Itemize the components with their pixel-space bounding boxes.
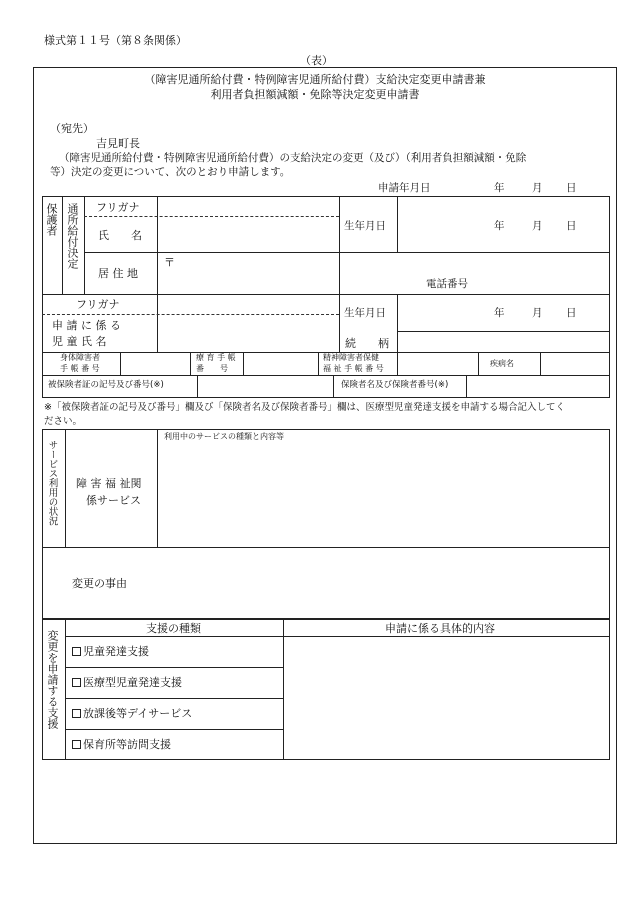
welfare-service-label-1: 障 害 福 祉関 — [76, 477, 142, 490]
divider — [283, 619, 284, 760]
divider — [397, 331, 610, 332]
child-birth-year: 年 — [494, 307, 505, 319]
intro-line-1: （障害児通所給付費・特例障害児通所給付費）の支給決定の変更（及び）（利用者負担額減額・免除 — [59, 152, 527, 164]
birth-month: 月 — [532, 220, 543, 232]
support-option-label: 児童発達支援 — [83, 645, 149, 658]
divider — [84, 252, 610, 253]
divider — [190, 352, 191, 375]
insurer-label: 保険者名及び保険者番号(※) — [341, 380, 449, 390]
application-month: 月 — [532, 182, 543, 194]
application-day: 日 — [566, 182, 577, 194]
divider — [42, 294, 610, 295]
name-label: 氏 名 — [98, 229, 142, 242]
postal-mark: 〒 — [164, 256, 175, 269]
divider — [65, 667, 283, 668]
mental-book-label-2: 福 祉 手 帳 番 号 — [323, 364, 384, 373]
child-label-line-2: 児 童 氏 名 — [52, 335, 107, 348]
table-left-line — [42, 196, 43, 397]
ryoiku-label-1: 療 育 手 帳 — [196, 353, 236, 362]
application-year: 年 — [494, 182, 505, 194]
support-option-label: 放課後等デイサービス — [83, 707, 193, 720]
child-label-line-1: 申 請 に 係 る — [52, 319, 121, 332]
divider — [65, 636, 610, 637]
ryoiku-label-2: 番 号 — [196, 364, 228, 373]
divider — [157, 196, 158, 352]
child-birth-month: 月 — [532, 307, 543, 319]
divider — [42, 547, 610, 548]
welfare-service-label-2: 係サービス — [86, 494, 141, 507]
note-line-1: ※「被保険者証の記号及び番号」欄及び「保険者名及び保険者番号」欄は、医療型児童発達支援を申請する場合記入してく — [44, 402, 565, 413]
service-status-frame — [42, 429, 610, 619]
divider — [540, 352, 541, 375]
divider — [157, 429, 158, 547]
birth-date-label: 生年月日 — [344, 220, 386, 232]
intro-line-2: 等）決定の変更について、次のとおり申請します。 — [50, 166, 291, 178]
note-line-2: ださい。 — [44, 416, 83, 427]
divider — [65, 619, 66, 760]
divider — [333, 375, 334, 397]
table-mid-line — [42, 375, 610, 376]
checkbox-icon[interactable] — [72, 647, 81, 656]
child-birth-day: 日 — [566, 307, 577, 319]
title-line-1: （障害児通所給付費・特例障害児通所給付費）支給決定変更申請書兼 — [144, 73, 486, 86]
support-option-label: 医療型児童発達支援 — [83, 676, 182, 689]
divider — [65, 729, 283, 730]
birth-day: 日 — [566, 220, 577, 232]
table-top-line — [42, 196, 610, 197]
birth-year: 年 — [494, 220, 505, 232]
side-label: （表） — [300, 54, 333, 67]
divider — [397, 196, 398, 252]
divider — [397, 352, 398, 375]
support-option[interactable] — [72, 739, 171, 750]
divider — [197, 375, 198, 397]
divider — [84, 196, 85, 294]
guardian-section-label-2: 通所給付決定 — [66, 203, 79, 269]
child-birth-date-label: 生年月日 — [344, 307, 386, 319]
service-type-content-label: 利用中のサービスの種類と内容等 — [164, 432, 284, 441]
service-status-label: サービス利用の状況 — [46, 440, 58, 526]
guardian-section-label: 保護者 — [45, 203, 58, 236]
disability-book-label-2: 手 帳 番 号 — [60, 364, 100, 373]
divider — [65, 429, 66, 547]
application-date-label: 申請年月日 — [378, 182, 431, 194]
address-label: 居 住 地 — [98, 267, 138, 280]
change-reason-label: 変更の事由 — [72, 577, 127, 590]
divider — [478, 352, 479, 375]
checkbox-icon[interactable] — [72, 740, 81, 749]
support-section-label: 変更を申請する支援 — [46, 630, 59, 729]
divider — [339, 196, 340, 352]
specific-content-header: 申請に係る具体的内容 — [385, 622, 495, 635]
mental-book-label-1: 精神障害者保健 — [323, 353, 379, 362]
divider — [243, 352, 244, 375]
divider — [397, 294, 398, 352]
divider — [84, 216, 339, 217]
checkbox-icon[interactable] — [72, 678, 81, 687]
title-line-2: 利用者負担額減額・免除等決定変更申請書 — [210, 88, 420, 101]
table-right-line — [609, 196, 610, 397]
furigana-label: フリガナ — [96, 201, 140, 214]
child-furigana-label: フリガナ — [76, 298, 120, 311]
divider — [466, 375, 467, 397]
disease-name-label: 疾病名 — [490, 359, 514, 368]
insured-card-label: 被保険者証の記号及び番号(※) — [48, 380, 164, 390]
relationship-label: 続 柄 — [345, 337, 389, 350]
divider — [62, 196, 63, 294]
table-bottom-line — [42, 397, 610, 398]
phone-label: 電話番号 — [426, 278, 468, 290]
divider — [42, 314, 339, 315]
addressee: 吉見町長 — [96, 137, 140, 150]
support-type-header: 支援の種類 — [146, 622, 201, 635]
addressee-label: （宛先） — [50, 122, 94, 135]
disability-book-label-1: 身体障害者 — [60, 353, 100, 362]
support-option[interactable] — [72, 708, 192, 719]
checkbox-icon[interactable] — [72, 709, 81, 718]
support-option[interactable] — [72, 677, 182, 688]
support-option[interactable] — [72, 646, 149, 657]
divider — [65, 698, 283, 699]
divider — [120, 352, 121, 375]
divider — [318, 352, 319, 375]
form-number: 様式第１１号（第８条関係） — [44, 34, 187, 47]
support-option-label: 保育所等訪問支援 — [83, 738, 171, 751]
